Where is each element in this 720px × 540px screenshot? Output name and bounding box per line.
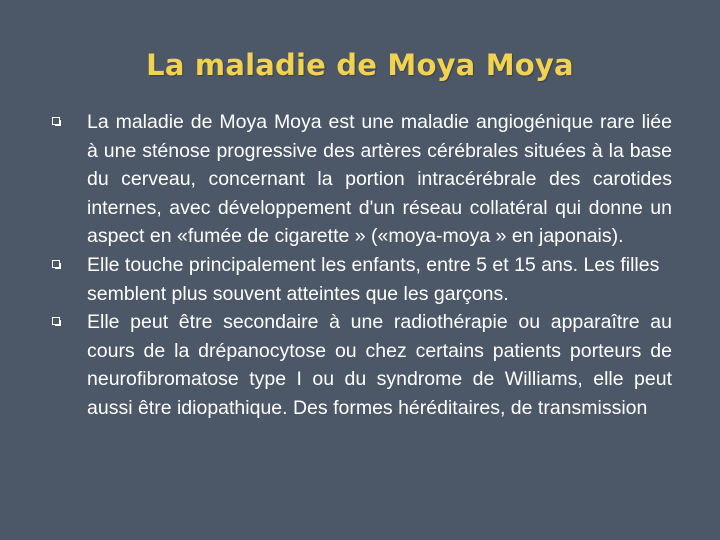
bullet-text: Elle touche principalement les enfants, entre 5 et 15 ans. Les filles semblent plus souvent atteintes que les garçons. bbox=[87, 253, 660, 305]
square-bullet-icon bbox=[52, 260, 60, 268]
square-bullet-icon bbox=[52, 117, 60, 125]
bullet-text: Elle peut être secondaire à une radiothérapie ou apparaître au cours de la drépanocytose ou chez certains patients porteurs de neurofibromatose type I ou du syndrome de Williams, elle peut aussi être idiopathique. Des formes héréditaires, de transmission bbox=[87, 311, 672, 419]
bullet-item bbox=[52, 308, 672, 422]
square-bullet-icon bbox=[52, 317, 60, 325]
bullet-text: La maladie de Moya Moya est une maladie angiogénique rare liée à une sténose progressive des artères cérébrales situées à la base du cerveau, concernant la portion intracérébrale des carotides internes, avec développement d'un réseau collatéral qui donne un aspect en «fumée de cigarette » («moya-moya » en japonais). bbox=[87, 111, 672, 248]
bullet-item bbox=[52, 251, 672, 308]
bullet-list bbox=[52, 108, 672, 423]
slide-title: La maladie de Moya Moya bbox=[146, 48, 574, 82]
bullet-item bbox=[52, 108, 672, 251]
